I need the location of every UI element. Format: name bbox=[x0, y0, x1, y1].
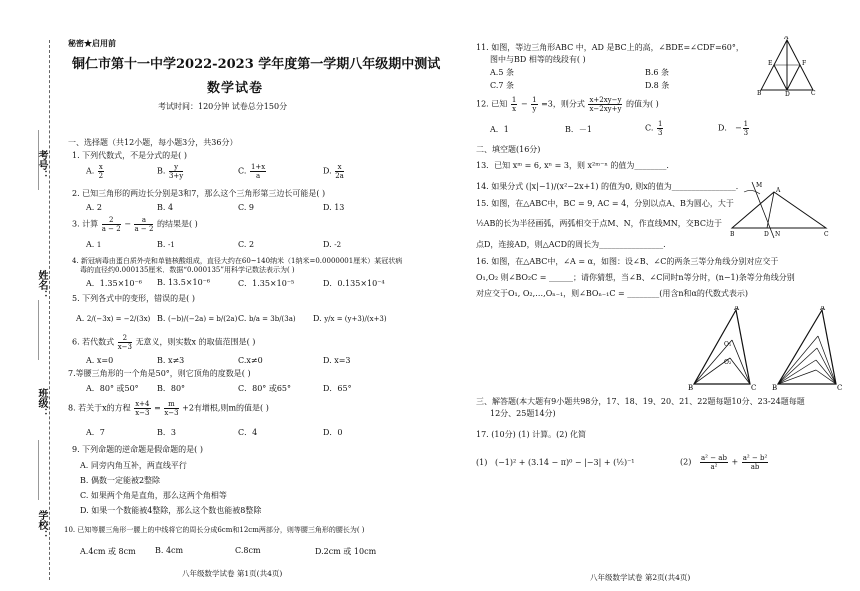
fig15-label-m: M bbox=[756, 182, 763, 189]
q12-option-d: D． − $\frac{1}{3}$ bbox=[718, 120, 749, 137]
q10-stem: 10. 已知等腰三角形一腰上的中线将它的周长分成6cm和12cm两部分，则等腰三角形的腰长为( ) bbox=[64, 526, 365, 534]
q11-option-a: A.5 条 bbox=[490, 68, 514, 77]
fig16b-label-b: B bbox=[772, 384, 778, 390]
q1-option-d: D. $\frac{x}{2a}$ bbox=[323, 163, 344, 180]
fig11-label-e: E bbox=[768, 60, 773, 67]
q1-option-c: C. $\frac{1+x}{a}$ bbox=[238, 163, 266, 180]
q11-option-c: C.7 条 bbox=[490, 81, 515, 90]
q4-option-d: D．0.135×10⁻⁴ bbox=[323, 279, 385, 288]
q12-stem: 12. 已知 $\frac{1}{x}$ − $\frac{1}{y}$ =3，则分式 $\frac{x+2xy-y}{x-2xy+y}$ 的值为( ) bbox=[476, 96, 659, 113]
q6-option-a: A. x=0 bbox=[86, 356, 114, 365]
q6-option-c: C.x≠0 bbox=[238, 356, 263, 365]
fig11-label-c: C bbox=[811, 90, 816, 96]
q5-option-d: D. y/x = (y+3)/(x+3) bbox=[313, 314, 387, 323]
q10-option-c: C.8cm bbox=[235, 546, 261, 555]
q5-option-c: C. b/a = 3b/(3a) bbox=[238, 314, 296, 323]
q16-line2: O₁,O₂ 则∠BO₂C = ______；请你猜想，当∠B、∠C同时n等分时，(n−1)条等分角线分别 bbox=[476, 273, 795, 282]
q9-option-c: C. 如果两个角是直角，那么这两个角相等 bbox=[80, 491, 227, 500]
section3-line1: 三、解答题(本大题有9小题共98分，17、18、19、20、21、22题每题10分、23-24题每题 bbox=[476, 397, 805, 406]
q8-option-c: C．4 bbox=[238, 428, 258, 437]
section3-line2: 12分、25题14分) bbox=[490, 409, 556, 418]
q4-line1: 4. 新冠病毒由蛋白质外壳和单链核酸组成，直径大约在60~140纳米（1纳米=0.0000001厘米）某冠状病 bbox=[72, 257, 403, 265]
q15-line3: 点D，连接AD，则△ACD的周长为________________. bbox=[476, 240, 666, 249]
sidebar-label-class: 班级： bbox=[36, 388, 47, 418]
q9-option-a: A. 同旁内角互补，两直线平行 bbox=[80, 461, 187, 470]
sidebar-label-name: 姓名： bbox=[36, 270, 47, 300]
fig11-label-a: A bbox=[784, 36, 789, 41]
fig11-label-d: D bbox=[785, 91, 790, 96]
fig15-label-c: C bbox=[824, 231, 829, 238]
q4-option-c: C．1.35×10⁻⁵ bbox=[238, 279, 295, 288]
section1-heading: 一、选择题（共12小题，每小题3分，共36分） bbox=[68, 138, 238, 147]
q11-line1: 11. 如图，等边三角形ABC 中，AD 是BC上的高，∠BDE=∠CDF=60°， bbox=[476, 43, 744, 52]
q15-line1: 15. 如图，在△ABC中，BC = 9, AC = 4，分别以点A、B为圆心，大于 bbox=[476, 199, 734, 208]
q3-option-b: B. -1 bbox=[157, 240, 175, 249]
q8-option-a: A．7 bbox=[86, 428, 105, 437]
fig16b-label-a: A bbox=[820, 306, 826, 312]
q6-option-b: B. x≠3 bbox=[157, 356, 185, 365]
q8-option-b: B．3 bbox=[157, 428, 176, 437]
fig16a-label-c: C bbox=[751, 384, 757, 390]
q11-figure bbox=[757, 36, 817, 96]
q10-option-d: D.2cm 或 10cm bbox=[315, 547, 377, 556]
sidebar-line-3 bbox=[38, 440, 39, 500]
q7-option-d: D．65° bbox=[323, 384, 352, 393]
fig16a-label-o1: O₁ bbox=[724, 341, 732, 348]
fig16a-label-a: A bbox=[734, 306, 740, 312]
q2-stem: 2. 已知三角形的两边长分别是3和7，那么这个三角形第三边长可能是( ) bbox=[72, 189, 326, 198]
q16-figure-right bbox=[772, 306, 844, 390]
q13: 13．已知 xᵐ = 6, xⁿ = 3，则 x²ᵐ⁻ⁿ 的值为________． bbox=[476, 161, 675, 170]
fig16a-label-o2: O₂ bbox=[724, 359, 732, 366]
q9-option-b: B. 偶数一定能被2整除 bbox=[80, 476, 161, 485]
q6-stem: 6. 若代数式 $\frac{2}{x-3}$ 无意义，则实数x 的取值范围是( ) bbox=[72, 334, 256, 351]
q17-part1: (1) (−1)² + (3.14 − π)⁰ − |−3| + (½)⁻¹ bbox=[476, 458, 635, 467]
q3-stem: 3. 计算 $\frac{2}{a - 2}$ − $\frac{a}{a - 2}$ 的结果是( ) bbox=[72, 216, 198, 233]
q4-option-b: B. 13.5×10⁻⁶ bbox=[157, 278, 211, 287]
q2-option-a: A. 2 bbox=[86, 203, 102, 212]
q8-stem: 8. 若关于x的方程 $\frac{x+4}{x-3}$ = $\frac{m}{x-3}$ +2有增根,则m的值是( ) bbox=[68, 400, 269, 417]
q12-option-a: A．1 bbox=[490, 125, 509, 134]
q16-line1: 16. 如图，在△ABC中，∠A = α，如图：设∠B、∠C的两条三等分角线分别对应交于 bbox=[476, 257, 779, 266]
q7-option-a: A．80° 或50° bbox=[86, 384, 139, 393]
q4-line2: 毒的直径约0.000135厘米．数据“0.000135”用科学记数法表示为( ) bbox=[80, 266, 295, 274]
q10-option-b: B. 4cm bbox=[155, 546, 184, 555]
q7-option-c: C．80° 或65° bbox=[238, 384, 292, 393]
fig16b-label-c: C bbox=[837, 384, 843, 390]
q9-stem: 9. 下列命题的逆命题是假命题的是( ) bbox=[72, 445, 203, 454]
sidebar-label-school: 学校： bbox=[36, 510, 47, 540]
q7-stem: 7.等腰三角形的一个角是50°，则它顶角的度数是( ) bbox=[68, 369, 251, 378]
q12-option-c: C. $\frac{1}{3}$ bbox=[645, 120, 663, 137]
fig16a-label-b: B bbox=[688, 384, 694, 390]
sidebar-label-exam-number: 考号： bbox=[36, 150, 47, 180]
q3-option-a: A. 1 bbox=[86, 240, 102, 249]
fig15-label-n: N bbox=[775, 231, 781, 238]
q16-figure-left bbox=[688, 306, 758, 390]
q5-option-b: B. (−b)/(−2a) = b/(2a) bbox=[157, 314, 238, 323]
q11-option-b: B.6 条 bbox=[645, 68, 670, 77]
q8-option-d: D．0 bbox=[323, 428, 343, 437]
q5-option-a: A. 2/(−3x) = −2/(3x) bbox=[76, 314, 151, 323]
fig15-label-a: A bbox=[776, 187, 781, 194]
fig11-label-f: F bbox=[802, 60, 807, 67]
q15-figure bbox=[730, 180, 830, 240]
q17-part2: (2) $\frac{\text{a² − ab}}{\text{a²}}$ + $\frac{\text{a² − b²}}{ab}$ bbox=[680, 454, 768, 471]
exam-subtitle: 数学试卷 bbox=[207, 81, 264, 96]
exam-info: 考试时间：120分钟 试卷总分150分 bbox=[158, 102, 288, 111]
q16-line3: 对应交于O₁, O₂,…,Oₙ₋₁，则∠BOₙ₋₁C = ________(用含n和α的代数式表示) bbox=[476, 289, 749, 298]
q11-option-d: D.8 条 bbox=[645, 81, 670, 90]
q5-stem: 5. 下列各式中的变形，错误的是( ) bbox=[72, 294, 195, 303]
q9-option-d: D. 如果一个数能被4整除，那么这个数也能被8整除 bbox=[80, 506, 262, 515]
q4-option-a: A．1.35×10⁻⁶ bbox=[86, 279, 142, 288]
q15-line2: ½AB的长为半径画弧，两弧相交于点M、N，作直线MN，交BC边于 bbox=[476, 219, 722, 228]
sidebar-line-2 bbox=[38, 300, 39, 360]
footer-left: 八年级数学试卷 第1页(共4页) bbox=[182, 569, 283, 578]
binding-dashed-line bbox=[49, 40, 50, 580]
q14: 14. 如果分式 (|x|−1)/(x²−2x+1) 的值为0, 则x的值为________________． bbox=[476, 182, 744, 191]
section2-heading: 二、填空题(16分) bbox=[476, 145, 541, 154]
q1-stem: 1. 下列代数式，不是分式的是( ) bbox=[72, 151, 187, 160]
fig11-label-b: B bbox=[757, 90, 762, 96]
q12-option-b: B．－1 bbox=[565, 125, 592, 134]
exam-title: 铜仁市第十一中学2022-2023 学年度第一学期八年级期中测试 bbox=[72, 57, 441, 72]
q7-option-b: B．80° bbox=[157, 384, 186, 393]
q1-option-b: B. $\frac{y}{3+y}$ bbox=[157, 163, 184, 180]
q6-option-d: D. x=3 bbox=[323, 356, 351, 365]
fig15-label-d: D bbox=[764, 231, 769, 238]
q11-line2: 图中与BD 相等的线段有( ) bbox=[490, 55, 586, 64]
q17-stem: 17. (10分) (1) 计算。(2) 化简 bbox=[476, 430, 586, 439]
q1-option-a: A. $\frac{x}{2}$ bbox=[86, 163, 104, 180]
q10-option-a: A.4cm 或 8cm bbox=[80, 547, 136, 556]
q3-option-d: D. -2 bbox=[323, 240, 342, 249]
q2-option-d: D. 13 bbox=[323, 203, 345, 212]
q2-option-c: C. 9 bbox=[238, 203, 255, 212]
q2-option-b: B. 4 bbox=[157, 203, 174, 212]
footer-right: 八年级数学试卷 第2页(共4页) bbox=[590, 573, 691, 582]
secret-label: 秘密★启用前 bbox=[68, 38, 116, 48]
fig15-label-b: B bbox=[730, 231, 735, 238]
q3-option-c: C. 2 bbox=[238, 240, 255, 249]
